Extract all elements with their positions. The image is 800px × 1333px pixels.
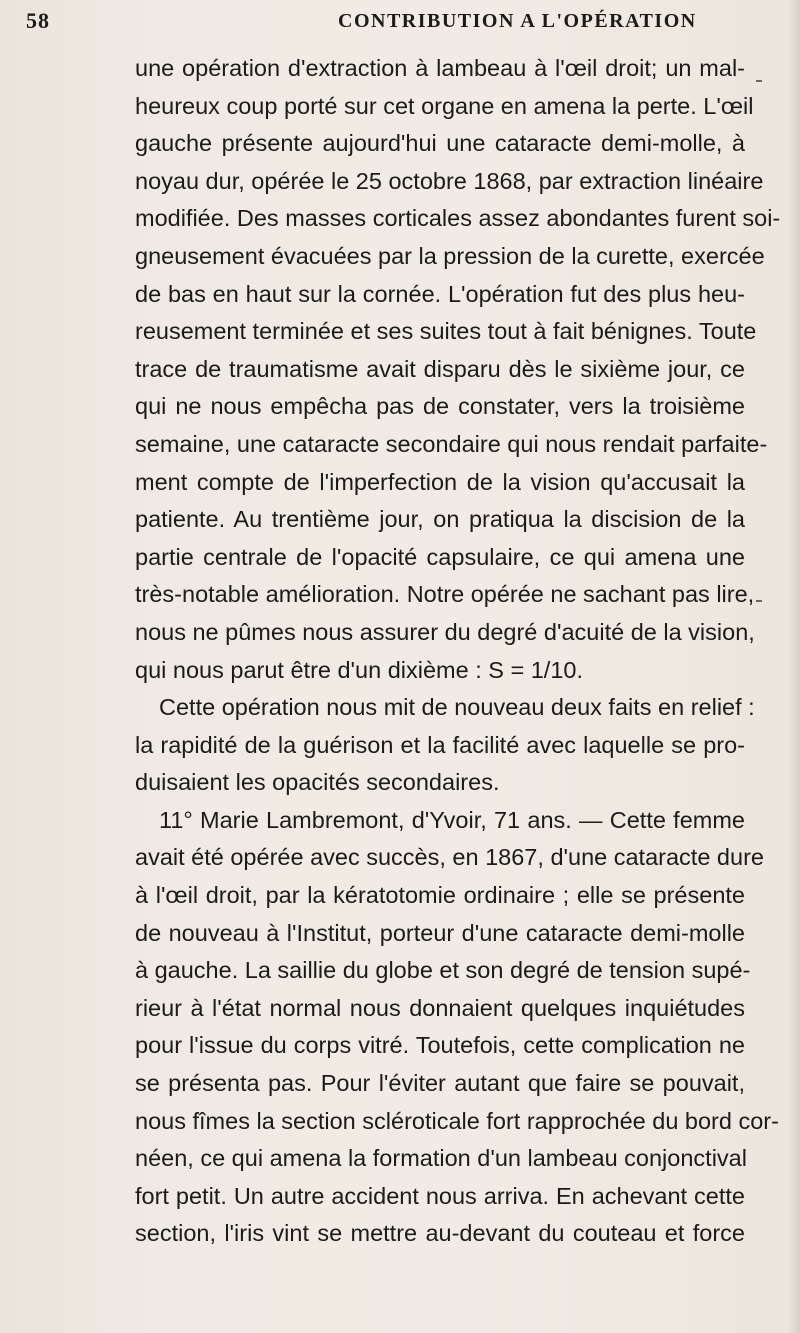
margin-tick-mark (756, 80, 762, 82)
text-line: qui nous parut être d'un dixième : S = 1/10. (135, 656, 584, 683)
text-line: duisaient les opacités secondaires. (135, 769, 500, 796)
text-line: gauche présente aujourd'hui une cataracte demi-molle, à (135, 130, 745, 157)
page-edge-shadow (788, 0, 800, 1333)
text-line: qui ne nous empêcha pas de constater, vers la troisième (135, 393, 745, 420)
text-line: modifiée. Des masses corticales assez abondantes furent soi- (135, 205, 781, 232)
text-line: 11° Marie Lambremont, d'Yvoir, 71 ans. — Cette femme (159, 806, 745, 833)
text-line: ment compte de l'imperfection de la vision qu'accusait la (135, 468, 745, 495)
margin-tick-mark (756, 600, 762, 602)
text-line: à l'œil droit, par la kératotomie ordinaire ; elle se présente (135, 882, 745, 909)
text-line: fort petit. Un autre accident nous arriva. En achevant cette (135, 1182, 745, 1209)
text-line: très-notable amélioration. Notre opérée ne sachant pas lire, (135, 581, 755, 608)
text-line: pour l'issue du corps vitré. Toutefois, cette complication ne (135, 1032, 745, 1059)
text-line: semaine, une cataracte secondaire qui nous rendait parfaite- (135, 430, 768, 457)
text-line: rieur à l'état normal nous donnaient quelques inquiétudes (135, 994, 745, 1021)
text-line: nous ne pûmes nous assurer du degré d'acuité de la vision, (135, 618, 755, 645)
text-line: de nouveau à l'Institut, porteur d'une cataracte demi-molle (135, 919, 745, 946)
text-line: noyau dur, opérée le 25 octobre 1868, par extraction linéaire (135, 167, 764, 194)
text-line: la rapidité de la guérison et la facilité avec laquelle se pro- (135, 731, 745, 758)
text-line: de bas en haut sur la cornée. L'opération fut des plus heu- (135, 280, 745, 307)
text-line: section, l'iris vint se mettre au-devant du couteau et force (135, 1220, 745, 1247)
page-number: 58 (26, 8, 50, 33)
text-line: nous fîmes la section scléroticale fort rapprochée du bord cor- (135, 1107, 779, 1134)
running-title: CONTRIBUTION A L'OPÉRATION (338, 10, 697, 32)
text-line: partie centrale de l'opacité capsulaire, ce qui amena une (135, 543, 745, 570)
text-line: Cette opération nous mit de nouveau deux faits en relief : (159, 694, 755, 721)
text-line: reusement terminée et ses suites tout à fait bénignes. Toute (135, 318, 757, 345)
text-line: une opération d'extraction à lambeau à l'œil droit; un mal- (135, 55, 745, 81)
text-line: patiente. Au trentième jour, on pratiqua la discision de la (135, 506, 745, 533)
text-line: à gauche. La saillie du globe et son degré de tension supé- (135, 957, 751, 984)
text-line: heureux coup porté sur cet organe en amena la perte. L'œil (135, 92, 754, 119)
text-line: avait été opérée avec succès, en 1867, d'une cataracte dure (135, 844, 764, 871)
text-line: trace de traumatisme avait disparu dès le sixième jour, ce (135, 355, 745, 382)
body-text (135, 50, 781, 1253)
page-header (26, 6, 766, 38)
text-line: gneusement évacuées par la pression de la curette, exercée (135, 242, 765, 269)
text-line: néen, ce qui amena la formation d'un lambeau conjonctival (135, 1145, 747, 1172)
text-line: se présenta pas. Pour l'éviter autant que faire se pouvait, (135, 1070, 745, 1097)
